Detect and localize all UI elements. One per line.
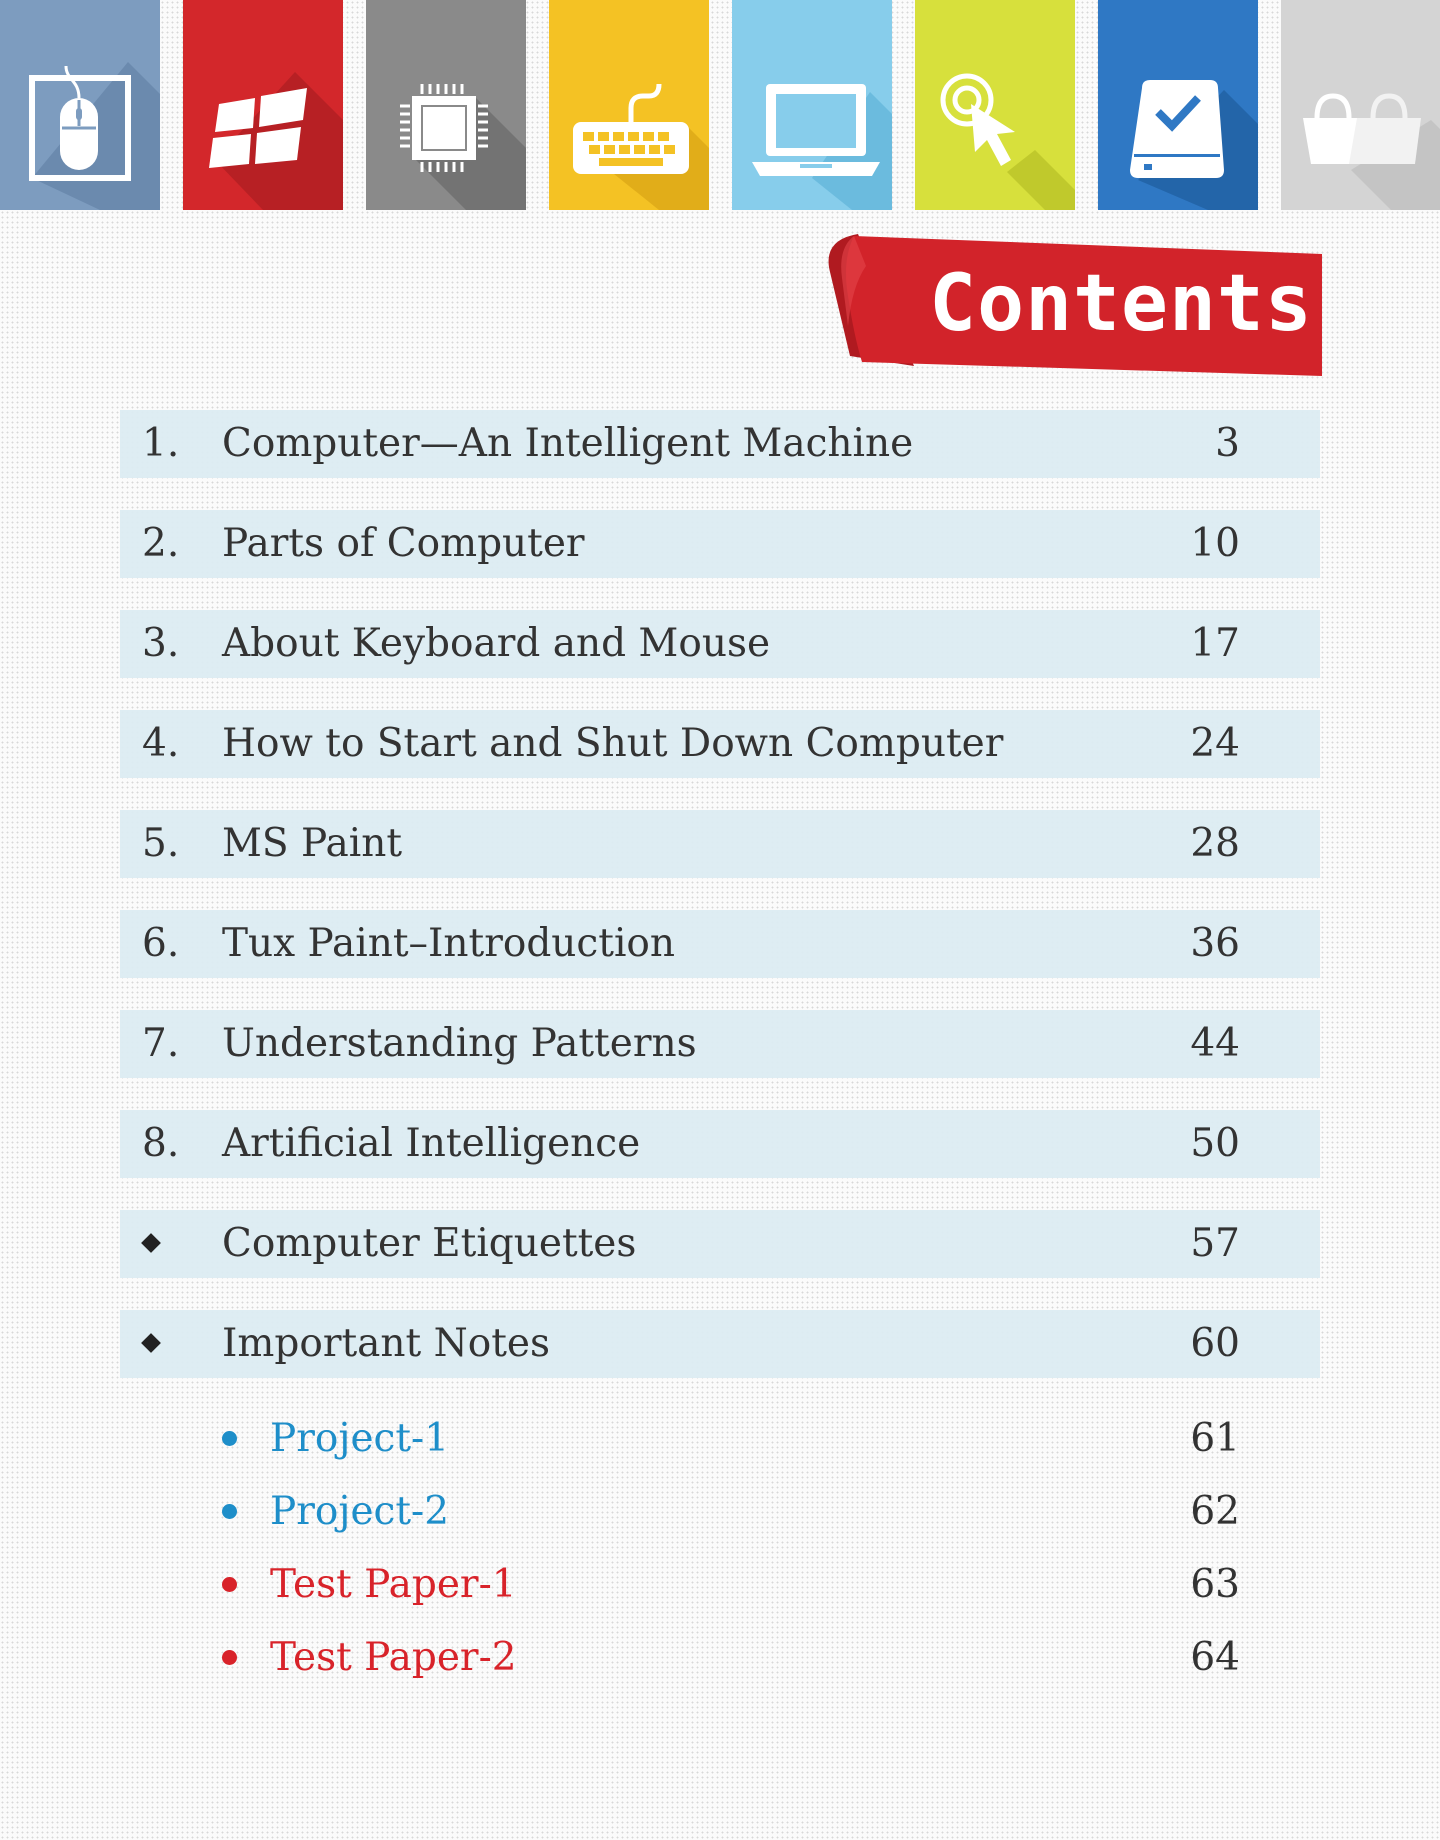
shopping-bags-icon bbox=[1281, 0, 1440, 210]
chapter-number: 7. bbox=[142, 1021, 180, 1066]
diamond-bullet-icon bbox=[141, 1333, 161, 1353]
cpu-chip-icon bbox=[366, 0, 526, 210]
page-number: 64 bbox=[1190, 1635, 1240, 1680]
contents-banner bbox=[818, 226, 1324, 378]
chapter-number: 3. bbox=[142, 621, 180, 666]
chapter-title: MS Paint bbox=[222, 821, 403, 866]
chapter-title: How to Start and Shut Down Computer bbox=[222, 721, 1004, 766]
contents-row[interactable] bbox=[120, 610, 1320, 678]
keyboard-tile bbox=[549, 0, 709, 210]
click-pointer-icon bbox=[915, 0, 1075, 210]
keyboard-icon bbox=[549, 0, 709, 210]
chapter-title: Tux Paint–Introduction bbox=[222, 921, 676, 966]
sub-item[interactable] bbox=[120, 1623, 1320, 1696]
sub-item-label: Test Paper-2 bbox=[270, 1635, 517, 1680]
sub-item-label: Project-1 bbox=[270, 1416, 450, 1461]
page-number: 62 bbox=[1190, 1489, 1240, 1534]
chapter-title: Computer—An Intelligent Machine bbox=[222, 421, 914, 466]
chapter-number: 2. bbox=[142, 521, 180, 566]
contents-row[interactable] bbox=[120, 510, 1320, 578]
chapter-number: 4. bbox=[142, 721, 180, 766]
contents-row[interactable] bbox=[120, 1110, 1320, 1178]
chapter-title: Artificial Intelligence bbox=[222, 1121, 641, 1166]
mouse-tile bbox=[0, 0, 160, 210]
section-title: Computer Etiquettes bbox=[222, 1221, 637, 1266]
page-number: 17 bbox=[1190, 621, 1240, 666]
drive-tile bbox=[1098, 0, 1258, 210]
page-number: 10 bbox=[1190, 521, 1240, 566]
page-number: 44 bbox=[1190, 1021, 1240, 1066]
contents-row[interactable] bbox=[120, 410, 1320, 478]
diamond-bullet-icon bbox=[141, 1233, 161, 1253]
windows-logo-icon bbox=[183, 0, 343, 210]
bullet-dot-icon bbox=[222, 1431, 237, 1446]
chapter-title: Understanding Patterns bbox=[222, 1021, 697, 1066]
page-number: 50 bbox=[1190, 1121, 1240, 1166]
click-tile bbox=[915, 0, 1075, 210]
hard-drive-check-icon bbox=[1098, 0, 1258, 210]
bullet-dot-icon bbox=[222, 1504, 237, 1519]
laptop-icon bbox=[732, 0, 892, 210]
page-number: 63 bbox=[1190, 1562, 1240, 1607]
page-number: 61 bbox=[1190, 1416, 1240, 1461]
chapter-number: 8. bbox=[142, 1121, 180, 1166]
windows-tile bbox=[183, 0, 343, 210]
contents-row[interactable] bbox=[120, 1010, 1320, 1078]
sub-item-label: Project-2 bbox=[270, 1489, 450, 1534]
sub-items-list bbox=[120, 1404, 1320, 1696]
page-number: 28 bbox=[1190, 821, 1240, 866]
chapter-number: 5. bbox=[142, 821, 180, 866]
page-number: 36 bbox=[1190, 921, 1240, 966]
cpu-tile bbox=[366, 0, 526, 210]
sub-item[interactable] bbox=[120, 1404, 1320, 1477]
contents-row[interactable] bbox=[120, 1310, 1320, 1378]
chapter-title: Parts of Computer bbox=[222, 521, 585, 566]
contents-row[interactable] bbox=[120, 810, 1320, 878]
section-title: Important Notes bbox=[222, 1321, 550, 1366]
sub-item-label: Test Paper-1 bbox=[270, 1562, 517, 1607]
page-title: Contents bbox=[929, 259, 1313, 349]
sub-item[interactable] bbox=[120, 1550, 1320, 1623]
header-tiles bbox=[0, 0, 1440, 210]
page-number: 57 bbox=[1190, 1221, 1240, 1266]
chapter-title: About Keyboard and Mouse bbox=[222, 621, 771, 666]
bags-tile bbox=[1281, 0, 1440, 210]
chapter-number: 6. bbox=[142, 921, 180, 966]
page-number: 24 bbox=[1190, 721, 1240, 766]
contents-list bbox=[120, 410, 1320, 1410]
contents-row[interactable] bbox=[120, 910, 1320, 978]
sub-item[interactable] bbox=[120, 1477, 1320, 1550]
contents-row[interactable] bbox=[120, 1210, 1320, 1278]
contents-row[interactable] bbox=[120, 710, 1320, 778]
laptop-tile bbox=[732, 0, 892, 210]
page-number: 3 bbox=[1215, 421, 1240, 466]
page-number: 60 bbox=[1190, 1321, 1240, 1366]
mouse-icon bbox=[0, 0, 160, 210]
bullet-dot-icon bbox=[222, 1577, 237, 1592]
bullet-dot-icon bbox=[222, 1650, 237, 1665]
chapter-number: 1. bbox=[142, 421, 180, 466]
